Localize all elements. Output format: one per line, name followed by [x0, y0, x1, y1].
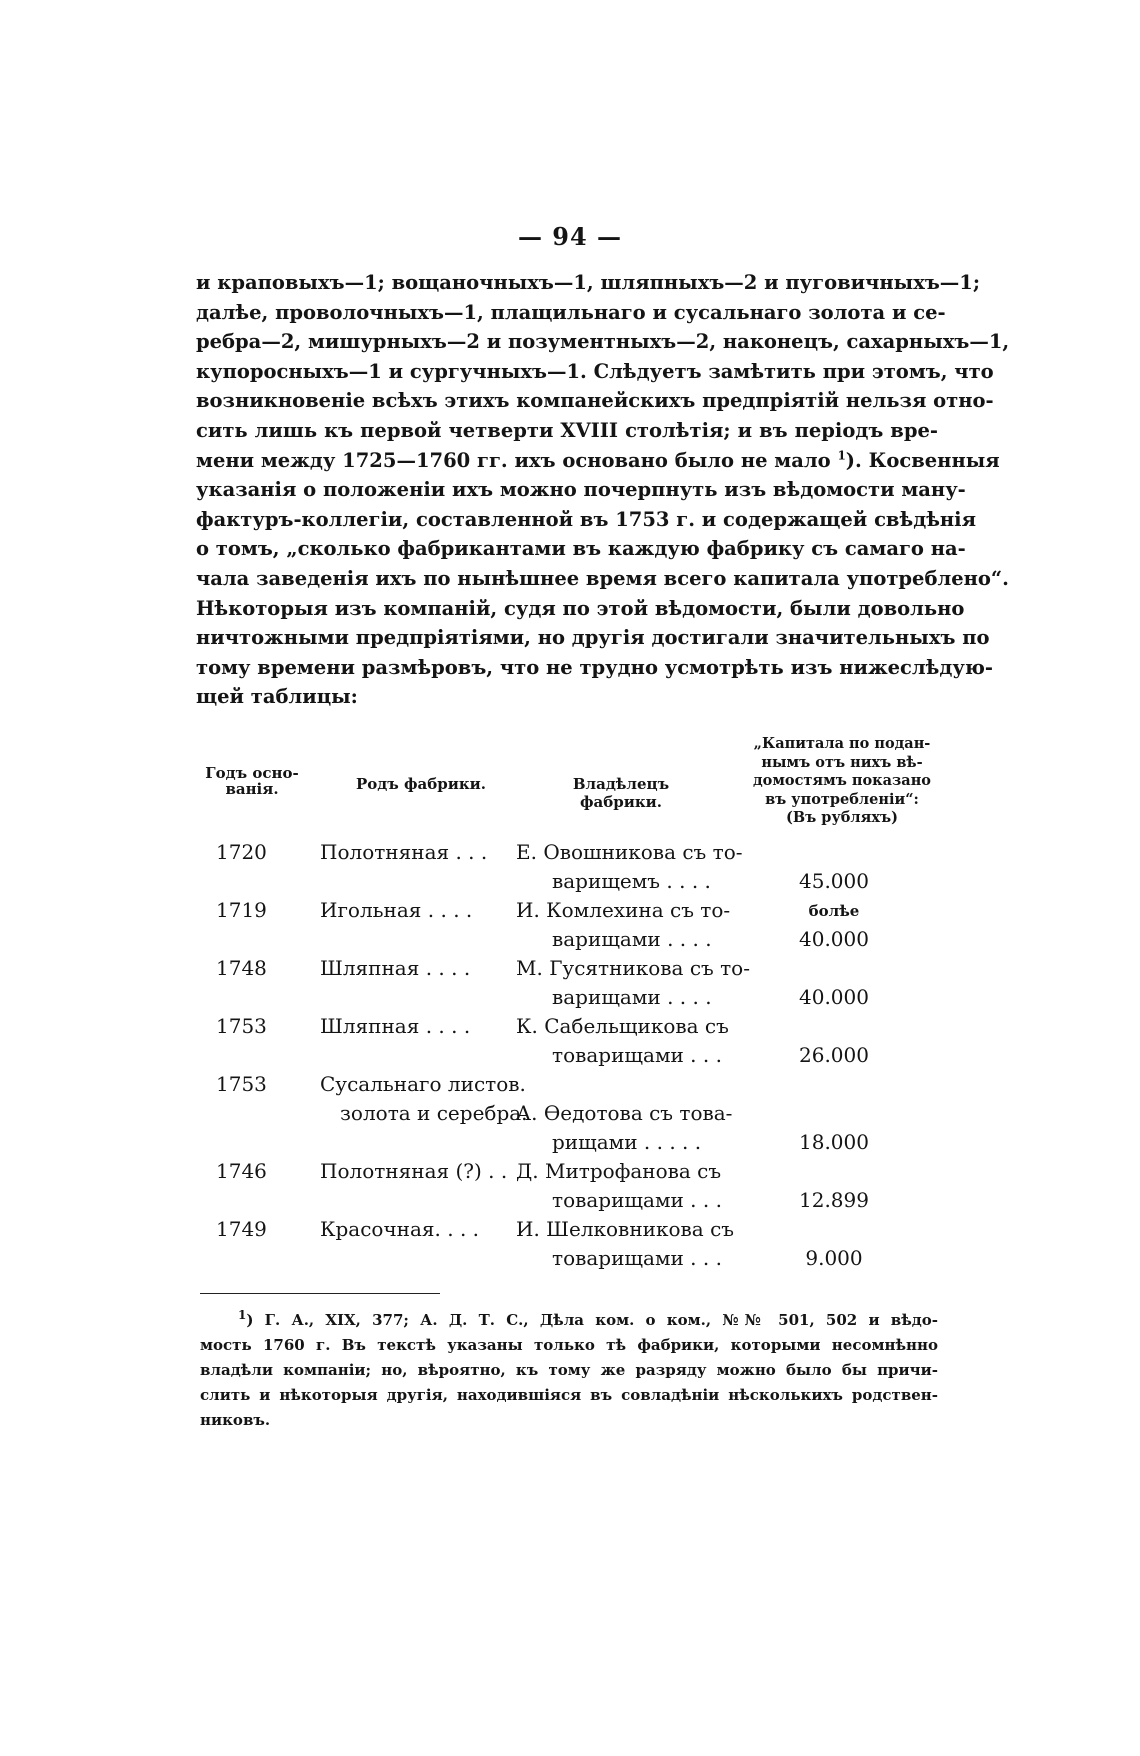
cell-owner: Д. Митрофанова съ: [516, 1159, 722, 1183]
body-line: Нѣкоторыя изъ компаній, судя по этой вѣдомости, были довольно: [196, 596, 965, 620]
cell-owner: И. Комлехина съ то-: [516, 898, 731, 922]
body-paragraph: [196, 268, 1010, 712]
table-row: [196, 1014, 938, 1043]
cell-owner: К. Сабельщикова съ: [516, 1014, 729, 1038]
table-row: [196, 898, 938, 927]
cell-capital: 26.000: [799, 1043, 869, 1067]
body-line: фактуръ-коллегіи, составленной въ 1753 г. и содержащей свѣдѣнія: [196, 507, 976, 531]
table-row-cont: [196, 1130, 938, 1159]
header-capital-line: нымъ отъ нихъ вѣ-: [761, 753, 923, 771]
body-line: далѣе, проволочныхъ—1, плащильнаго и сусальнаго золота и се-: [196, 300, 946, 324]
cell-owner-cont: рищами . . . . .: [552, 1130, 702, 1154]
body-line: о томъ, „сколько фабрикантами въ каждую фабрику съ самаго на-: [196, 537, 966, 561]
cell-kind: Полотняная . . .: [320, 840, 488, 864]
cell-year: 1719: [216, 898, 267, 922]
body-line-tail: ). Косвенныя: [845, 448, 1000, 472]
footnote-line: никовъ.: [200, 1411, 271, 1429]
footnote: [200, 1308, 938, 1433]
page-number: — 94 —: [517, 222, 623, 251]
table-row: [196, 1217, 938, 1246]
cell-owner: Е. Овошникова съ то-: [516, 840, 743, 864]
cell-year: 1720: [216, 840, 267, 864]
body-line: возникновеніе всѣхъ этихъ компанейскихъ предпріятій нельзя отно-: [196, 389, 994, 413]
cell-capital: 45.000: [799, 869, 869, 893]
cell-owner-cont: варищами . . . .: [552, 985, 712, 1009]
footnote-line: владѣли компаніи; но, вѣроятно, къ тому же разряду можно было бы причи-: [200, 1361, 938, 1379]
body-line-with-footnote: [196, 446, 1000, 476]
cell-owner: А. Ѳедотова съ това-: [516, 1101, 733, 1125]
body-line: щей таблицы:: [196, 685, 358, 709]
cell-owner-cont: товарищами . . .: [552, 1188, 722, 1212]
body-line-text: мени между 1725—1760 гг. ихъ основано было не мало: [196, 448, 831, 472]
table-row: [196, 840, 938, 869]
cell-kind: Красочная. . . .: [320, 1217, 480, 1241]
header-capital-unit: (Въ рубляхъ): [786, 809, 898, 826]
body-line: тому времени размѣровъ, что не трудно усмотрѣть изъ нижеслѣдую-: [196, 655, 993, 679]
factory-table: [196, 840, 938, 1275]
body-line: ничтожными предпріятіями, но другія достигали значительныхъ по: [196, 626, 990, 650]
cell-kind: Шляпная . . . .: [320, 1014, 471, 1038]
body-line: ребра—2, мишурныхъ—2 и позументныхъ—2, наконецъ, сахарныхъ—1,: [196, 330, 1010, 354]
cell-year: 1753: [216, 1072, 267, 1096]
cell-kind-cont: золота и серебра.: [340, 1101, 528, 1125]
header-owner: Владѣлецъ фабрики.: [572, 775, 670, 811]
cell-capital: 40.000: [799, 985, 869, 1009]
header-capital-line: „Капитала по подан-: [753, 735, 931, 752]
cell-capital: 12.899: [799, 1188, 869, 1212]
cell-capital: 9.000: [805, 1246, 863, 1270]
body-line: чала заведенія ихъ по нынѣшнее время всего капитала употреблено“.: [196, 566, 1009, 590]
table-row-cont: [196, 985, 938, 1014]
footnote-mark: 1: [238, 1308, 247, 1322]
cell-kind: Игольная . . . .: [320, 898, 473, 922]
footnote-line: [238, 1308, 938, 1333]
footnote-line-text: ) Г. А., XIX, 377; А. Д. Т. С., Дѣла ком. о ком., №№ 501, 502 и вѣдо-: [246, 1311, 938, 1329]
header-year: Годъ осно-ванія.: [205, 764, 299, 798]
footnote-reference[interactable]: 1: [837, 448, 846, 463]
header-kind: Родъ фабрики.: [355, 775, 487, 793]
table-row: [196, 1159, 938, 1188]
cell-year: 1746: [216, 1159, 267, 1183]
cell-year: 1748: [216, 956, 267, 980]
cell-owner-cont: товарищами . . .: [552, 1246, 722, 1270]
cell-capital: 18.000: [799, 1130, 869, 1154]
cell-kind: Шляпная . . . .: [320, 956, 471, 980]
cell-year: 1753: [216, 1014, 267, 1038]
body-line: купоросныхъ—1 и сургучныхъ—1. Слѣдуетъ замѣтить при этомъ, что: [196, 359, 994, 383]
cell-year: 1749: [216, 1217, 267, 1241]
footnote-line: мость 1760 г. Въ текстѣ указаны только тѣ фабрики, которыми несомнѣнно: [200, 1336, 938, 1354]
table-row-cont: [196, 1101, 938, 1130]
cell-capital: 40.000: [799, 927, 869, 951]
footnote-divider: [200, 1293, 440, 1294]
cell-owner-cont: товарищами . . .: [552, 1043, 722, 1067]
cell-kind: Полотняная (?) . .: [320, 1159, 508, 1183]
header-capital-line: домостямъ показано: [753, 772, 931, 789]
body-line: указанія о положеніи ихъ можно почерпнуть изъ вѣдомости ману-: [196, 478, 966, 502]
table-row-cont: [196, 1246, 938, 1275]
table-row: [196, 1072, 938, 1101]
table-header: [196, 735, 938, 845]
cell-owner-cont: варищами . . . .: [552, 927, 712, 951]
header-capital: [742, 735, 942, 828]
cell-capital-note: болѣе: [808, 902, 860, 920]
body-line: сить лишь къ первой четверти XVIII столѣтія; и въ періодъ вре-: [196, 418, 938, 442]
table-row-cont: [196, 1043, 938, 1072]
header-capital-line: въ употребленіи“:: [765, 790, 919, 808]
cell-owner: И. Шелковникова съ: [516, 1217, 734, 1241]
table-row-cont: [196, 869, 938, 898]
cell-owner: М. Гусятникова съ то-: [516, 956, 750, 980]
cell-kind: Сусальнаго листов.: [320, 1072, 526, 1096]
cell-owner-cont: варищемъ . . . .: [552, 869, 711, 893]
table-row-cont: [196, 927, 938, 956]
table-row: [196, 956, 938, 985]
footnote-line: слить и нѣкоторыя другія, находившіяся въ совладѣніи нѣсколькихъ родствен-: [200, 1386, 938, 1404]
body-line: и краповыхъ—1; вощаночныхъ—1, шляпныхъ—2 и пуговичныхъ—1;: [196, 271, 981, 294]
table-row-cont: [196, 1188, 938, 1217]
